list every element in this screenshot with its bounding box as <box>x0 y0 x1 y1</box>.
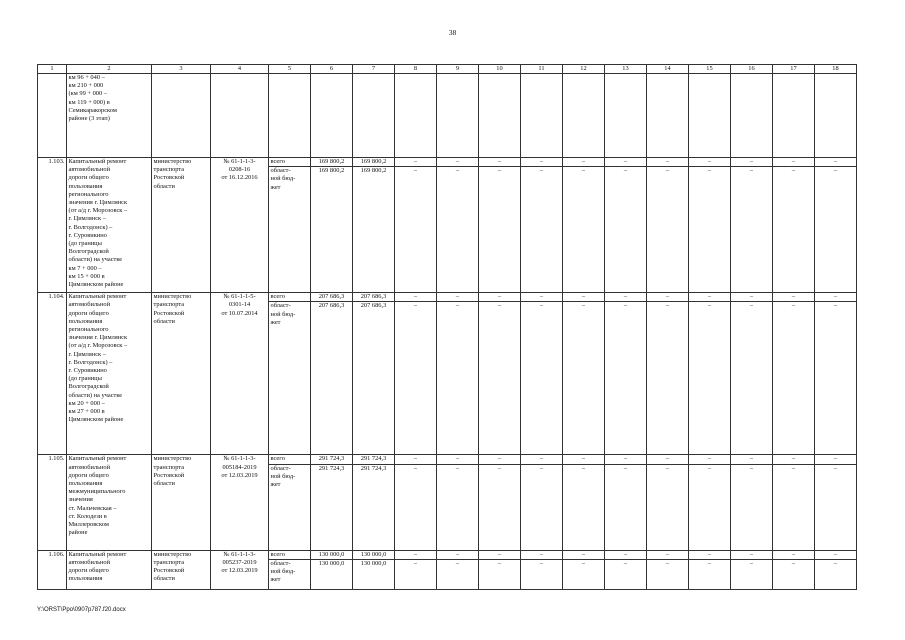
value-dash: – <box>815 550 857 559</box>
value-dash: – <box>815 167 857 293</box>
budget-table <box>37 64 857 590</box>
object-name: Капитальный ремонт автомобильной дороги общего пользования межмуниципального значения ст. Мальчевская – ст. Колодези в Миллеровском районе <box>67 455 152 550</box>
value-dash: – <box>563 464 605 550</box>
value-dash: – <box>647 559 689 589</box>
value-dash: – <box>437 559 479 589</box>
value-col-6: 169 800,2 <box>311 158 353 167</box>
empty-cell <box>563 74 605 158</box>
column-header: 14 <box>647 65 689 74</box>
value-dash: – <box>731 455 773 464</box>
value-dash: – <box>647 455 689 464</box>
value-col-6: 130 000,0 <box>311 559 353 589</box>
value-dash: – <box>563 550 605 559</box>
value-dash: – <box>647 302 689 455</box>
empty-cell <box>269 74 311 158</box>
value-col-6: 291 724,3 <box>311 464 353 550</box>
page-number: 38 <box>448 28 457 37</box>
column-header: 8 <box>395 65 437 74</box>
value-col-7: 169 800,2 <box>353 158 395 167</box>
value-dash: – <box>689 559 731 589</box>
empty-cell <box>152 74 211 158</box>
empty-cell <box>647 74 689 158</box>
column-header: 5 <box>269 65 311 74</box>
column-header: 10 <box>479 65 521 74</box>
value-dash: – <box>815 464 857 550</box>
value-dash: – <box>773 559 815 589</box>
column-header: 17 <box>773 65 815 74</box>
value-dash: – <box>731 167 773 293</box>
funding-source: всего <box>269 455 311 464</box>
value-dash: – <box>647 158 689 167</box>
column-header: 15 <box>689 65 731 74</box>
value-dash: – <box>437 167 479 293</box>
value-dash: – <box>479 302 521 455</box>
row-number: 1.105. <box>38 455 67 550</box>
table-row <box>38 293 857 302</box>
funding-source: област- ной бюд- жет <box>269 167 311 293</box>
value-dash: – <box>479 550 521 559</box>
value-dash: – <box>563 302 605 455</box>
funding-source: всего <box>269 158 311 167</box>
column-header-row <box>38 65 857 74</box>
value-col-7: 169 800,2 <box>353 167 395 293</box>
value-col-6: 130 000,0 <box>311 550 353 559</box>
column-header: 13 <box>605 65 647 74</box>
value-dash: – <box>395 302 437 455</box>
value-col-6: 169 800,2 <box>311 167 353 293</box>
value-dash: – <box>731 302 773 455</box>
value-dash: – <box>731 559 773 589</box>
value-dash: – <box>605 455 647 464</box>
empty-cell <box>479 74 521 158</box>
value-dash: – <box>731 550 773 559</box>
value-dash: – <box>689 550 731 559</box>
value-dash: – <box>563 167 605 293</box>
value-dash: – <box>437 455 479 464</box>
funding-source: всего <box>269 293 311 302</box>
object-name: Капитальный ремонт автомобильной дороги общего пользования регионального значения г. Цимлянск (от а/д г. Морозовск – г. Цимлянск – г. Волгодонск) – г. Суровикино (до границы Волгоградской области) на участке км 20 + 000 – км 27 + 000 в Цимлянском районе <box>67 293 152 455</box>
value-dash: – <box>689 167 731 293</box>
value-col-7: 130 000,0 <box>353 550 395 559</box>
value-dash: – <box>437 293 479 302</box>
value-dash: – <box>479 559 521 589</box>
value-dash: – <box>605 550 647 559</box>
value-dash: – <box>731 158 773 167</box>
value-dash: – <box>773 455 815 464</box>
expertise-document: № 61-1-1-3- 0208-16 от 16.12.2016 <box>211 158 269 293</box>
value-col-7: 291 724,3 <box>353 464 395 550</box>
value-dash: – <box>563 293 605 302</box>
value-dash: – <box>521 167 563 293</box>
value-dash: – <box>479 464 521 550</box>
value-dash: – <box>521 302 563 455</box>
column-header: 3 <box>152 65 211 74</box>
value-dash: – <box>563 559 605 589</box>
value-dash: – <box>815 293 857 302</box>
value-dash: – <box>563 158 605 167</box>
value-dash: – <box>647 167 689 293</box>
value-dash: – <box>647 293 689 302</box>
funding-source: област- ной бюд- жет <box>269 464 311 550</box>
continuation-row <box>38 74 857 158</box>
value-dash: – <box>479 455 521 464</box>
empty-cell <box>605 74 647 158</box>
column-header: 4 <box>211 65 269 74</box>
value-col-6: 291 724,3 <box>311 455 353 464</box>
value-dash: – <box>773 167 815 293</box>
column-header: 16 <box>731 65 773 74</box>
empty-cell <box>773 74 815 158</box>
value-dash: – <box>521 464 563 550</box>
value-dash: – <box>647 464 689 550</box>
value-dash: – <box>521 158 563 167</box>
value-dash: – <box>689 302 731 455</box>
object-name: Капитальный ремонт автомобильной дороги общего пользования <box>67 550 152 589</box>
value-dash: – <box>605 464 647 550</box>
value-dash: – <box>773 293 815 302</box>
value-dash: – <box>563 455 605 464</box>
empty-cell <box>211 74 269 158</box>
value-dash: – <box>395 167 437 293</box>
row-number: 1.103. <box>38 158 67 293</box>
value-dash: – <box>773 302 815 455</box>
empty-cell <box>689 74 731 158</box>
value-dash: – <box>815 158 857 167</box>
value-dash: – <box>731 293 773 302</box>
value-dash: – <box>773 550 815 559</box>
value-dash: – <box>479 158 521 167</box>
value-col-7: 130 000,0 <box>353 559 395 589</box>
value-dash: – <box>815 302 857 455</box>
column-header: 9 <box>437 65 479 74</box>
value-dash: – <box>647 550 689 559</box>
value-dash: – <box>605 302 647 455</box>
column-header: 2 <box>67 65 152 74</box>
column-header: 18 <box>815 65 857 74</box>
empty-cell <box>815 74 857 158</box>
value-col-7: 207 686,3 <box>353 302 395 455</box>
funding-source: област- ной бюд- жет <box>269 302 311 455</box>
value-dash: – <box>689 158 731 167</box>
empty-cell <box>353 74 395 158</box>
row-number: 1.106. <box>38 550 67 589</box>
value-dash: – <box>395 158 437 167</box>
value-col-7: 207 686,3 <box>353 293 395 302</box>
column-header: 11 <box>521 65 563 74</box>
object-name: Капитальный ремонт автомобильной дороги общего пользования регионального значения г. Цимлянск (от а/д г. Морозовск – г. Цимлянск – г. Волгодонск) – г. Суровикино (до границы Волгоградской области) на участке км 7 + 000 – км 15 + 000 в Цимлянском районе <box>67 158 152 293</box>
table-row <box>38 455 857 464</box>
expertise-document: № 61-1-1-5- 0301-14 от 10.07.2014 <box>211 293 269 455</box>
funding-source: област- ной бюд- жет <box>269 559 311 589</box>
value-dash: – <box>605 559 647 589</box>
value-dash: – <box>731 464 773 550</box>
value-dash: – <box>605 167 647 293</box>
value-dash: – <box>521 293 563 302</box>
value-dash: – <box>395 293 437 302</box>
table-row <box>38 550 857 559</box>
expertise-document: № 61-1-1-3- 005184-2019 от 12.03.2019 <box>211 455 269 550</box>
value-dash: – <box>773 158 815 167</box>
value-dash: – <box>395 550 437 559</box>
responsible-executor: министерство транспорта Ростовской области <box>152 550 211 589</box>
responsible-executor: министерство транспорта Ростовской области <box>152 455 211 550</box>
column-header: 1 <box>38 65 67 74</box>
value-dash: – <box>815 455 857 464</box>
empty-cell <box>521 74 563 158</box>
continued-object-name: км 96 + 040 – км 210 + 000 (км 99 + 000 – км 119 + 000) в Семикаракорском районе (3 этап) <box>67 74 152 158</box>
value-dash: – <box>395 559 437 589</box>
column-header: 12 <box>563 65 605 74</box>
value-dash: – <box>437 302 479 455</box>
column-header: 7 <box>353 65 395 74</box>
empty-cell <box>395 74 437 158</box>
value-dash: – <box>479 167 521 293</box>
value-dash: – <box>521 559 563 589</box>
value-dash: – <box>395 464 437 550</box>
value-dash: – <box>395 455 437 464</box>
value-col-6: 207 686,3 <box>311 302 353 455</box>
value-dash: – <box>605 293 647 302</box>
value-dash: – <box>815 559 857 589</box>
column-header: 6 <box>311 65 353 74</box>
value-dash: – <box>605 158 647 167</box>
responsible-executor: министерство транспорта Ростовской области <box>152 158 211 293</box>
value-dash: – <box>437 550 479 559</box>
empty-cell <box>38 74 67 158</box>
value-dash: – <box>521 455 563 464</box>
value-dash: – <box>689 464 731 550</box>
value-dash: – <box>437 464 479 550</box>
empty-cell <box>437 74 479 158</box>
value-dash: – <box>521 550 563 559</box>
empty-cell <box>731 74 773 158</box>
expertise-document: № 61-1-1-3- 005237-2019 от 12.03.2019 <box>211 550 269 589</box>
empty-cell <box>311 74 353 158</box>
value-dash: – <box>689 455 731 464</box>
value-dash: – <box>437 158 479 167</box>
value-col-7: 291 724,3 <box>353 455 395 464</box>
table-row <box>38 158 857 167</box>
row-number: 1.104. <box>38 293 67 455</box>
value-col-6: 207 686,3 <box>311 293 353 302</box>
value-dash: – <box>773 464 815 550</box>
funding-source: всего <box>269 550 311 559</box>
footer-file-path: Y:\ORST\Ppo\0907p787.f20.docx <box>37 607 126 613</box>
value-dash: – <box>479 293 521 302</box>
responsible-executor: министерство транспорта Ростовской области <box>152 293 211 455</box>
value-dash: – <box>689 293 731 302</box>
